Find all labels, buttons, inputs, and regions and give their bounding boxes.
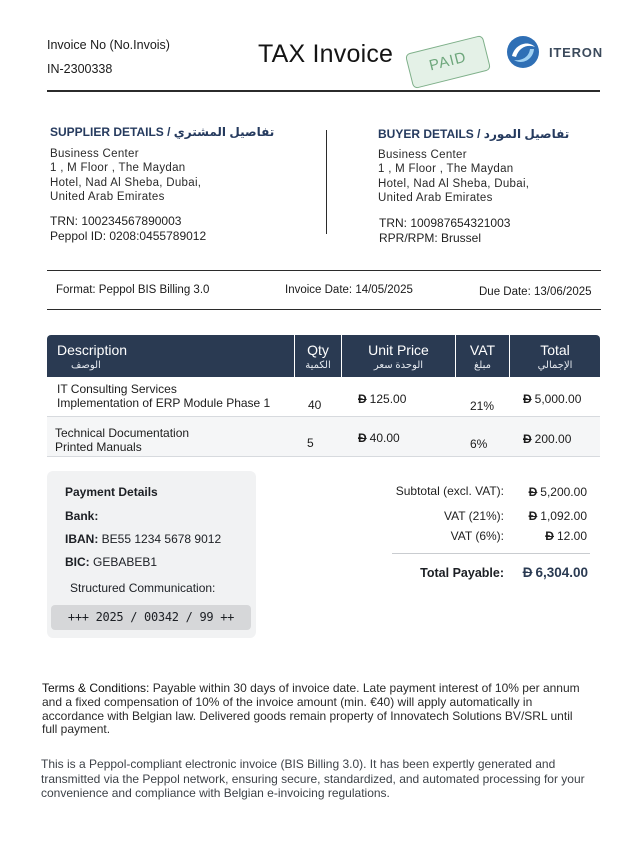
iban-value: BE55 1234 5678 9012 <box>101 532 222 546</box>
col-label: Total <box>540 342 570 358</box>
iban-label: IBAN: <box>65 532 99 546</box>
payment-bic <box>65 555 157 569</box>
bic-value: GEBABEB1 <box>93 555 158 569</box>
supplier-address <box>50 147 201 204</box>
vat6-label: VAT (6%): <box>450 529 504 543</box>
party-divider <box>326 130 327 234</box>
buyer-address <box>378 148 529 205</box>
totals-divider <box>392 553 590 554</box>
subtotal-amount: 5,200.00 <box>540 485 587 499</box>
col-unit-price <box>342 335 456 377</box>
vat6-amount: 12.00 <box>556 529 587 543</box>
supplier-address-line: Hotel, Nad Al Sheba, Dubai, <box>50 176 202 189</box>
dirham-icon: Đ <box>358 392 367 406</box>
dirham-icon: Đ <box>523 432 532 446</box>
row-vat: 6% <box>470 437 488 451</box>
col-label: VAT <box>469 342 496 358</box>
subtotal-value <box>508 485 587 499</box>
meta-bottom-rule <box>47 309 601 310</box>
paid-stamp: PAID <box>405 35 491 89</box>
table-row <box>47 417 600 457</box>
table-header <box>47 335 600 377</box>
dirham-icon: Đ <box>523 392 532 406</box>
row-unit-price-value: 125.00 <box>369 392 407 406</box>
payment-iban <box>65 532 221 546</box>
supplier-address-line: 1 , M Floor , The Maydan <box>50 162 186 175</box>
total-payable-amount: 6,304.00 <box>535 565 588 580</box>
subtotal-label: Subtotal (excl. VAT): <box>395 484 504 498</box>
buyer-rpr: RPR/RPM: Brussel <box>379 231 482 245</box>
dirham-icon: Đ <box>522 565 533 580</box>
row-unit-price-value: 40.00 <box>369 431 400 445</box>
terms-text: Payable within 30 days of invoice date. Late payment interest of 10% per annum and a fixed compensation of 10% of the invoice amount (min. €40) will apply automatically in accordance with Belgian law. Delivered goods remain property of Innovatech Solutions BV/SRL until full payment. <box>42 681 580 737</box>
supplier-heading: SUPPLIER DETAILS / تفاصيل المشتري <box>50 125 275 139</box>
row-description <box>57 382 270 410</box>
col-label: Description <box>57 342 128 358</box>
row-qty: 40 <box>308 398 322 412</box>
col-label-ar: الإجمالي <box>537 360 573 371</box>
row-description <box>55 426 189 454</box>
row-qty: 5 <box>307 436 314 450</box>
col-label: Qty <box>307 342 329 358</box>
row-total-value: 200.00 <box>534 432 572 446</box>
row-unit-price <box>358 431 400 445</box>
dirham-icon: Đ <box>545 529 554 543</box>
col-label-ar: مبلغ <box>473 360 491 371</box>
dirham-icon: Đ <box>358 431 367 445</box>
row-description-line: Printed Manuals <box>55 440 142 454</box>
structured-communication-label: Structured Communication: <box>70 581 216 595</box>
structured-communication: +++ 2025 / 00342 / 99 ++ <box>51 605 251 630</box>
row-total <box>523 392 581 406</box>
buyer-trn: TRN: 100987654321003 <box>379 216 511 230</box>
buyer-address-line: 1 , M Floor , The Maydan <box>378 163 514 176</box>
supplier-trn: TRN: 100234567890003 <box>50 214 182 228</box>
row-description-line: IT Consulting Services <box>57 382 177 396</box>
col-total <box>510 335 600 377</box>
row-unit-price <box>358 392 406 406</box>
due-date: Due Date: 13/06/2025 <box>479 286 592 298</box>
col-label: Unit Price <box>368 342 429 358</box>
total-payable-label: Total Payable: <box>420 566 504 580</box>
col-label-ar: الوحدة سعر <box>373 360 424 371</box>
supplier-address-line: Business Center <box>50 148 139 160</box>
col-label-ar: الوصف <box>71 360 101 371</box>
payment-details-card <box>47 471 256 638</box>
invoice-format: Format: Peppol BIS Billing 3.0 <box>56 284 210 296</box>
buyer-ids <box>379 216 510 246</box>
payment-bank: Bank: <box>65 509 99 523</box>
row-description-line: Technical Documentation <box>55 426 190 440</box>
total-payable-value <box>508 565 588 580</box>
buyer-address-line: Hotel, Nad Al Sheba, Dubai, <box>378 177 530 190</box>
row-vat: 21% <box>470 399 495 413</box>
row-total-value: 5,000.00 <box>534 392 582 406</box>
supplier-ids <box>50 214 206 244</box>
supplier-peppol-id: Peppol ID: 0208:0455789012 <box>50 229 207 243</box>
invoice-number-label: Invoice No (No.Invois) <box>47 38 170 52</box>
row-total <box>523 432 571 446</box>
buyer-address-line: United Arab Emirates <box>378 191 493 204</box>
col-vat <box>456 335 510 377</box>
col-description <box>47 335 295 377</box>
page-title: TAX Invoice <box>258 40 394 68</box>
vat21-amount: 1,092.00 <box>540 509 587 523</box>
col-qty <box>295 335 342 377</box>
brand-name: ITERON <box>549 45 603 60</box>
invoice-date: Invoice Date: 14/05/2025 <box>285 284 413 296</box>
buyer-address-line: Business Center <box>378 149 467 161</box>
supplier-address-line: United Arab Emirates <box>50 190 165 203</box>
vat21-value <box>508 509 587 523</box>
peppol-note: This is a Peppol-compliant electronic invoice (BIS Billing 3.0). It has been expertly generated and transmitted via the Peppol network, ensuring secure, standardized, and automated processing for your convenience and compliance with Belgian e-invoicing regulations. <box>41 757 585 800</box>
bic-label: BIC: <box>65 555 90 569</box>
row-description-line: Implementation of ERP Module Phase 1 <box>57 396 271 410</box>
vat6-value <box>508 529 587 543</box>
header-divider <box>47 90 600 92</box>
table-row <box>47 377 600 417</box>
vat21-label: VAT (21%): <box>443 509 504 523</box>
iteron-logo-icon <box>506 35 540 69</box>
dirham-icon: Đ <box>528 485 538 499</box>
col-label-ar: الكمية <box>305 360 331 371</box>
buyer-heading: BUYER DETAILS / تفاصيل المورد <box>378 127 570 141</box>
terms-label: Terms & Conditions: <box>42 681 150 695</box>
terms-and-conditions <box>42 682 590 737</box>
meta-top-rule <box>47 270 601 271</box>
invoice-number: IN-2300338 <box>47 62 113 76</box>
dirham-icon: Đ <box>528 509 538 523</box>
payment-title: Payment Details <box>65 485 158 499</box>
